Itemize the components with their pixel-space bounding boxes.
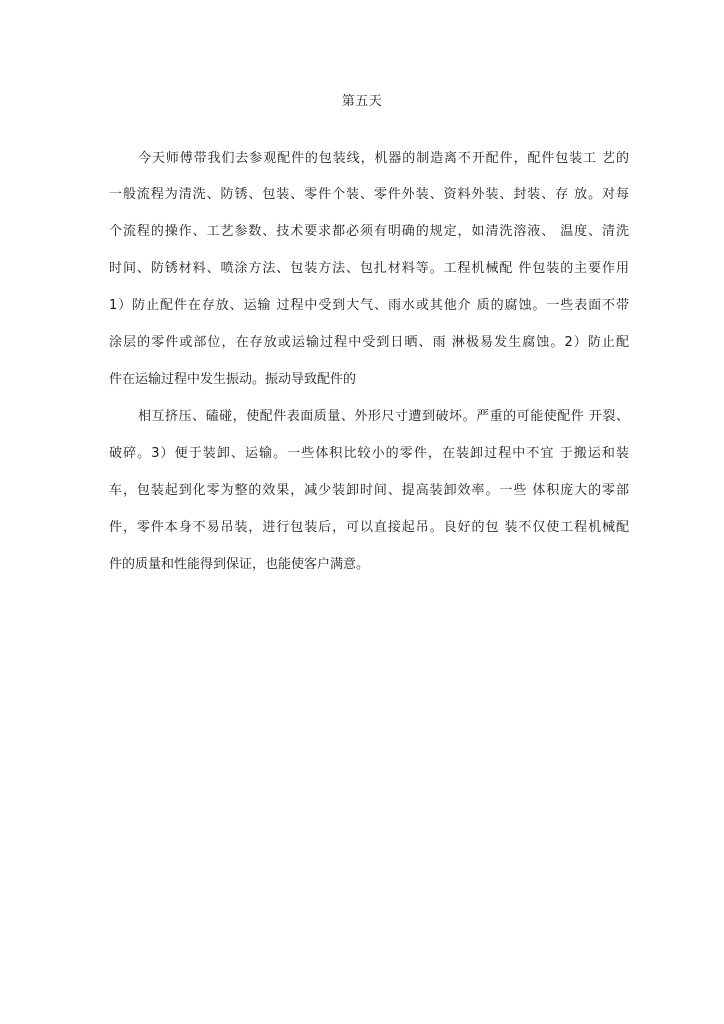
paragraph-line: 件在运输过程中发生振动。振动导致配件的 [109,372,357,387]
paragraph-line: 时间、防锈材料、喷涂方法、包装方法、包扎材料等。工程机械配 件包装的主要作用 [109,261,629,276]
paragraph-line: 件的质量和性能得到保证，也能使客户满意。 [109,557,370,572]
paragraph-line: 1）防止配件在存放、运输 过程中受到大气、雨水或其他介 质的腐蚀。一些表面不带 [109,298,629,313]
paragraph-line: 一般流程为清洗、防锈、包装、零件个装、零件外装、资料外装、封装、存 放。对每 [109,187,629,202]
paragraph-line: 破碎。3）便于装卸、运输。一些体积比较小的零件，在装卸过程中不宜 于搬运和装 [109,446,629,461]
paragraph-line: 涂层的零件或部位，在存放或运输过程中受到日晒、雨 淋极易发生腐蚀。2）防止配 [109,335,629,350]
paragraph-line: 个流程的操作、工艺参数、技术要求都必须有明确的规定，如清洗溶液、 温度、清洗 [109,224,629,239]
document-title: 第五天 [341,94,383,109]
paragraph-line: 相互挤压、磕碰，使配件表面质量、外形尺寸遭到破坏。严重的可能使配件 开裂、 [138,409,629,424]
paragraph-line: 件，零件本身不易吊装，进行包装后，可以直接起吊。良好的包 装不仅使工程机械配 [109,520,629,535]
paragraph-line: 车，包装起到化零为整的效果，减少装卸时间、提高装卸效率。一些 体积庞大的零部 [109,483,629,498]
paragraph-line: 今天师傅带我们去参观配件的包装线，机器的制造离不开配件，配件包装工 艺的 [138,151,629,166]
